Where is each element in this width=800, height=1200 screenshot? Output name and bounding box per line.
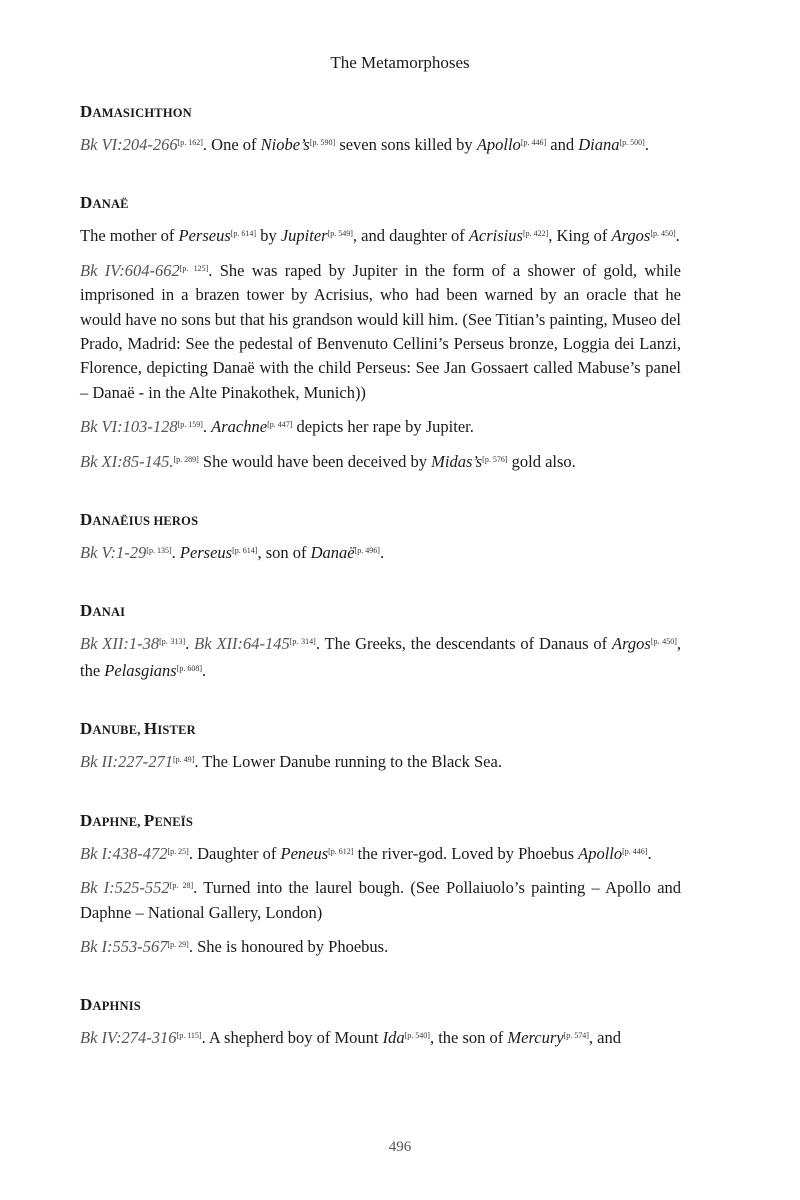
page-reference: [p. 450] bbox=[650, 637, 677, 647]
proper-name: Perseus bbox=[179, 543, 233, 563]
body-text: . bbox=[379, 543, 385, 563]
body-text: , King of bbox=[548, 226, 612, 246]
proper-name: Apollo bbox=[578, 843, 623, 863]
book-reference: Bk XII:1-38 bbox=[80, 634, 160, 654]
entry-paragraph bbox=[80, 222, 681, 248]
body-text: depicts her rape by Jupiter. bbox=[292, 417, 474, 437]
proper-name: Argos bbox=[612, 634, 651, 654]
entry-paragraph bbox=[80, 257, 681, 405]
body-text: . Turned into the laurel bough. (See Pollaiuolo’s painting – Apollo and Daphne – National Gallery, London) bbox=[80, 878, 682, 922]
page-reference: [p. 450] bbox=[650, 229, 676, 239]
entry-paragraph bbox=[80, 1024, 681, 1050]
glossary-entry bbox=[80, 995, 681, 1050]
page-reference: [p. 540] bbox=[404, 1031, 430, 1041]
page-reference: [p. 614] bbox=[232, 546, 258, 556]
book-reference: Bk XI:85-145. bbox=[80, 451, 174, 471]
page-reference: [p. 49] bbox=[173, 755, 195, 765]
body-text: . A shepherd boy of Mount bbox=[201, 1028, 383, 1048]
page-reference: [p. 125] bbox=[179, 263, 209, 273]
glossary-entry bbox=[80, 811, 681, 960]
proper-name: Ida bbox=[382, 1028, 405, 1048]
body-text: seven sons killed by bbox=[335, 135, 477, 154]
entry-paragraph bbox=[80, 933, 681, 959]
body-text: . The Greeks, the descendants of Danaus of bbox=[315, 634, 613, 654]
proper-name: Midas’s bbox=[431, 451, 483, 471]
entry-title: DANAËIUS HEROS bbox=[80, 510, 199, 530]
proper-name: Diana bbox=[578, 135, 620, 154]
body-text: and bbox=[546, 135, 579, 154]
entry-title: DAPHNIS bbox=[80, 995, 141, 1015]
page-reference: [p. 29] bbox=[167, 939, 189, 949]
body-text: The mother of bbox=[80, 226, 179, 246]
page-reference: [p. 612] bbox=[328, 846, 354, 856]
entry-paragraph bbox=[80, 840, 681, 866]
page-reference: [p. 576] bbox=[482, 454, 508, 464]
page-reference: [p. 590] bbox=[309, 138, 336, 147]
proper-name: Danaë bbox=[310, 543, 355, 563]
page-reference: [p. 162] bbox=[177, 138, 203, 147]
book-reference: Bk V:1-29 bbox=[80, 543, 147, 563]
body-text: . bbox=[647, 843, 652, 863]
proper-name: Jupiter bbox=[280, 226, 328, 246]
page-number: 496 bbox=[388, 1139, 412, 1155]
entry-title: DANAI bbox=[80, 601, 126, 621]
body-text: . bbox=[644, 135, 649, 154]
entry-paragraph bbox=[80, 539, 681, 565]
glossary-entry bbox=[80, 601, 681, 683]
proper-name: Acrisius bbox=[468, 226, 523, 246]
entry-paragraph bbox=[80, 748, 681, 774]
body-text: . She was raped by Jupiter in the form of a shower of gold, while imprisoned in a brazen tower by Acrisius, who had been warned by an oracle that he would have no sons but that his grandson would kill him. (See Titian’s painting, Museo del Prado, Madrid: See the pedestal of Benvenuto Cellini’s Perseus bronze, Loggia dei Lanzi, Florence, depicting Danaë with the child Perseus: See Jan Gossaert called Mabuse’s panel – Danaë - in the Alte Pinakothek, Munich)) bbox=[80, 260, 681, 402]
body-text: . bbox=[202, 660, 207, 680]
body-text: She would have been deceived by bbox=[198, 451, 432, 471]
glossary-entry bbox=[80, 193, 681, 474]
book-reference: Bk XII:64-145 bbox=[194, 634, 290, 654]
entry-title: DAMASICHTHON bbox=[80, 102, 192, 121]
body-text: . Daughter of bbox=[188, 843, 281, 863]
book-reference: Bk IV:604-662 bbox=[80, 260, 180, 280]
proper-name: Arachne bbox=[211, 417, 268, 437]
glossary-content bbox=[80, 102, 681, 1087]
body-text: , son of bbox=[257, 543, 311, 563]
entry-paragraph bbox=[80, 131, 681, 157]
entry-title: DAPHNE, PENEÏS bbox=[80, 810, 194, 830]
page-reference: [p. 25] bbox=[167, 846, 189, 856]
proper-name: Argos bbox=[611, 226, 651, 246]
entry-title: DANUBE, HISTER bbox=[80, 719, 196, 739]
running-head: The Metamorphoses bbox=[330, 53, 470, 72]
proper-name: Mercury bbox=[507, 1028, 564, 1048]
book-reference: Bk I:438-472 bbox=[80, 843, 168, 863]
glossary-entry bbox=[80, 102, 681, 157]
body-text: by bbox=[256, 226, 281, 246]
page-reference: [p. 135] bbox=[146, 546, 172, 556]
proper-name: Niobe’s bbox=[260, 135, 310, 154]
body-text: . bbox=[171, 543, 180, 563]
proper-name: Peneus bbox=[280, 843, 329, 863]
page-reference: [p. 422] bbox=[522, 229, 549, 239]
book-reference: Bk II:227-271 bbox=[80, 752, 174, 772]
page-reference: [p. 447] bbox=[267, 420, 293, 430]
page-reference: [p. 496] bbox=[354, 546, 380, 556]
book-reference: Bk IV:274-316 bbox=[80, 1028, 177, 1048]
page-reference: [p. 289] bbox=[173, 454, 199, 464]
page-reference: [p. 314] bbox=[289, 637, 316, 647]
body-text: . bbox=[202, 417, 212, 437]
body-text: gold also. bbox=[507, 451, 576, 471]
page-reference: [p. 614] bbox=[230, 229, 257, 239]
body-text: . One of bbox=[202, 135, 261, 154]
proper-name: Apollo bbox=[476, 135, 521, 154]
page-reference: [p. 115] bbox=[176, 1031, 202, 1041]
entry-paragraph bbox=[80, 448, 681, 474]
book-reference: Bk I:525-552 bbox=[80, 878, 170, 898]
entry-title: DANAË bbox=[80, 193, 129, 213]
page-reference: [p. 446] bbox=[622, 846, 648, 856]
entry-paragraph bbox=[80, 413, 681, 439]
body-text: , and bbox=[588, 1028, 621, 1048]
body-text: , the bbox=[80, 634, 682, 680]
page-reference: [p. 446] bbox=[520, 138, 547, 147]
body-text: . bbox=[675, 226, 680, 246]
entry-paragraph bbox=[80, 874, 681, 925]
page-reference: [p. 313] bbox=[159, 637, 186, 647]
body-text: the river-god. Loved by Phoebus bbox=[353, 843, 579, 863]
page-reference: [p. 500] bbox=[619, 138, 645, 147]
glossary-entry bbox=[80, 719, 681, 774]
proper-name: Perseus bbox=[178, 226, 231, 246]
proper-name: Pelasgians bbox=[104, 660, 177, 680]
page-reference: [p. 28] bbox=[169, 881, 194, 891]
page-reference: [p. 159] bbox=[177, 420, 203, 430]
book-reference: Bk VI:204-266 bbox=[80, 135, 178, 154]
body-text: . bbox=[185, 634, 195, 654]
body-text: , the son of bbox=[429, 1028, 508, 1048]
page-reference: [p. 608] bbox=[176, 663, 203, 673]
body-text: . The Lower Danube running to the Black Sea. bbox=[194, 752, 502, 772]
book-reference: Bk I:553-567 bbox=[80, 936, 168, 956]
body-text: . She is honoured by Phoebus. bbox=[188, 936, 389, 956]
page-reference: [p. 549] bbox=[327, 229, 353, 239]
book-reference: Bk VI:103-128 bbox=[80, 417, 178, 437]
entry-paragraph bbox=[80, 630, 681, 683]
page-reference: [p. 574] bbox=[563, 1031, 589, 1041]
glossary-entry bbox=[80, 510, 681, 565]
body-text: , and daughter of bbox=[352, 226, 469, 246]
